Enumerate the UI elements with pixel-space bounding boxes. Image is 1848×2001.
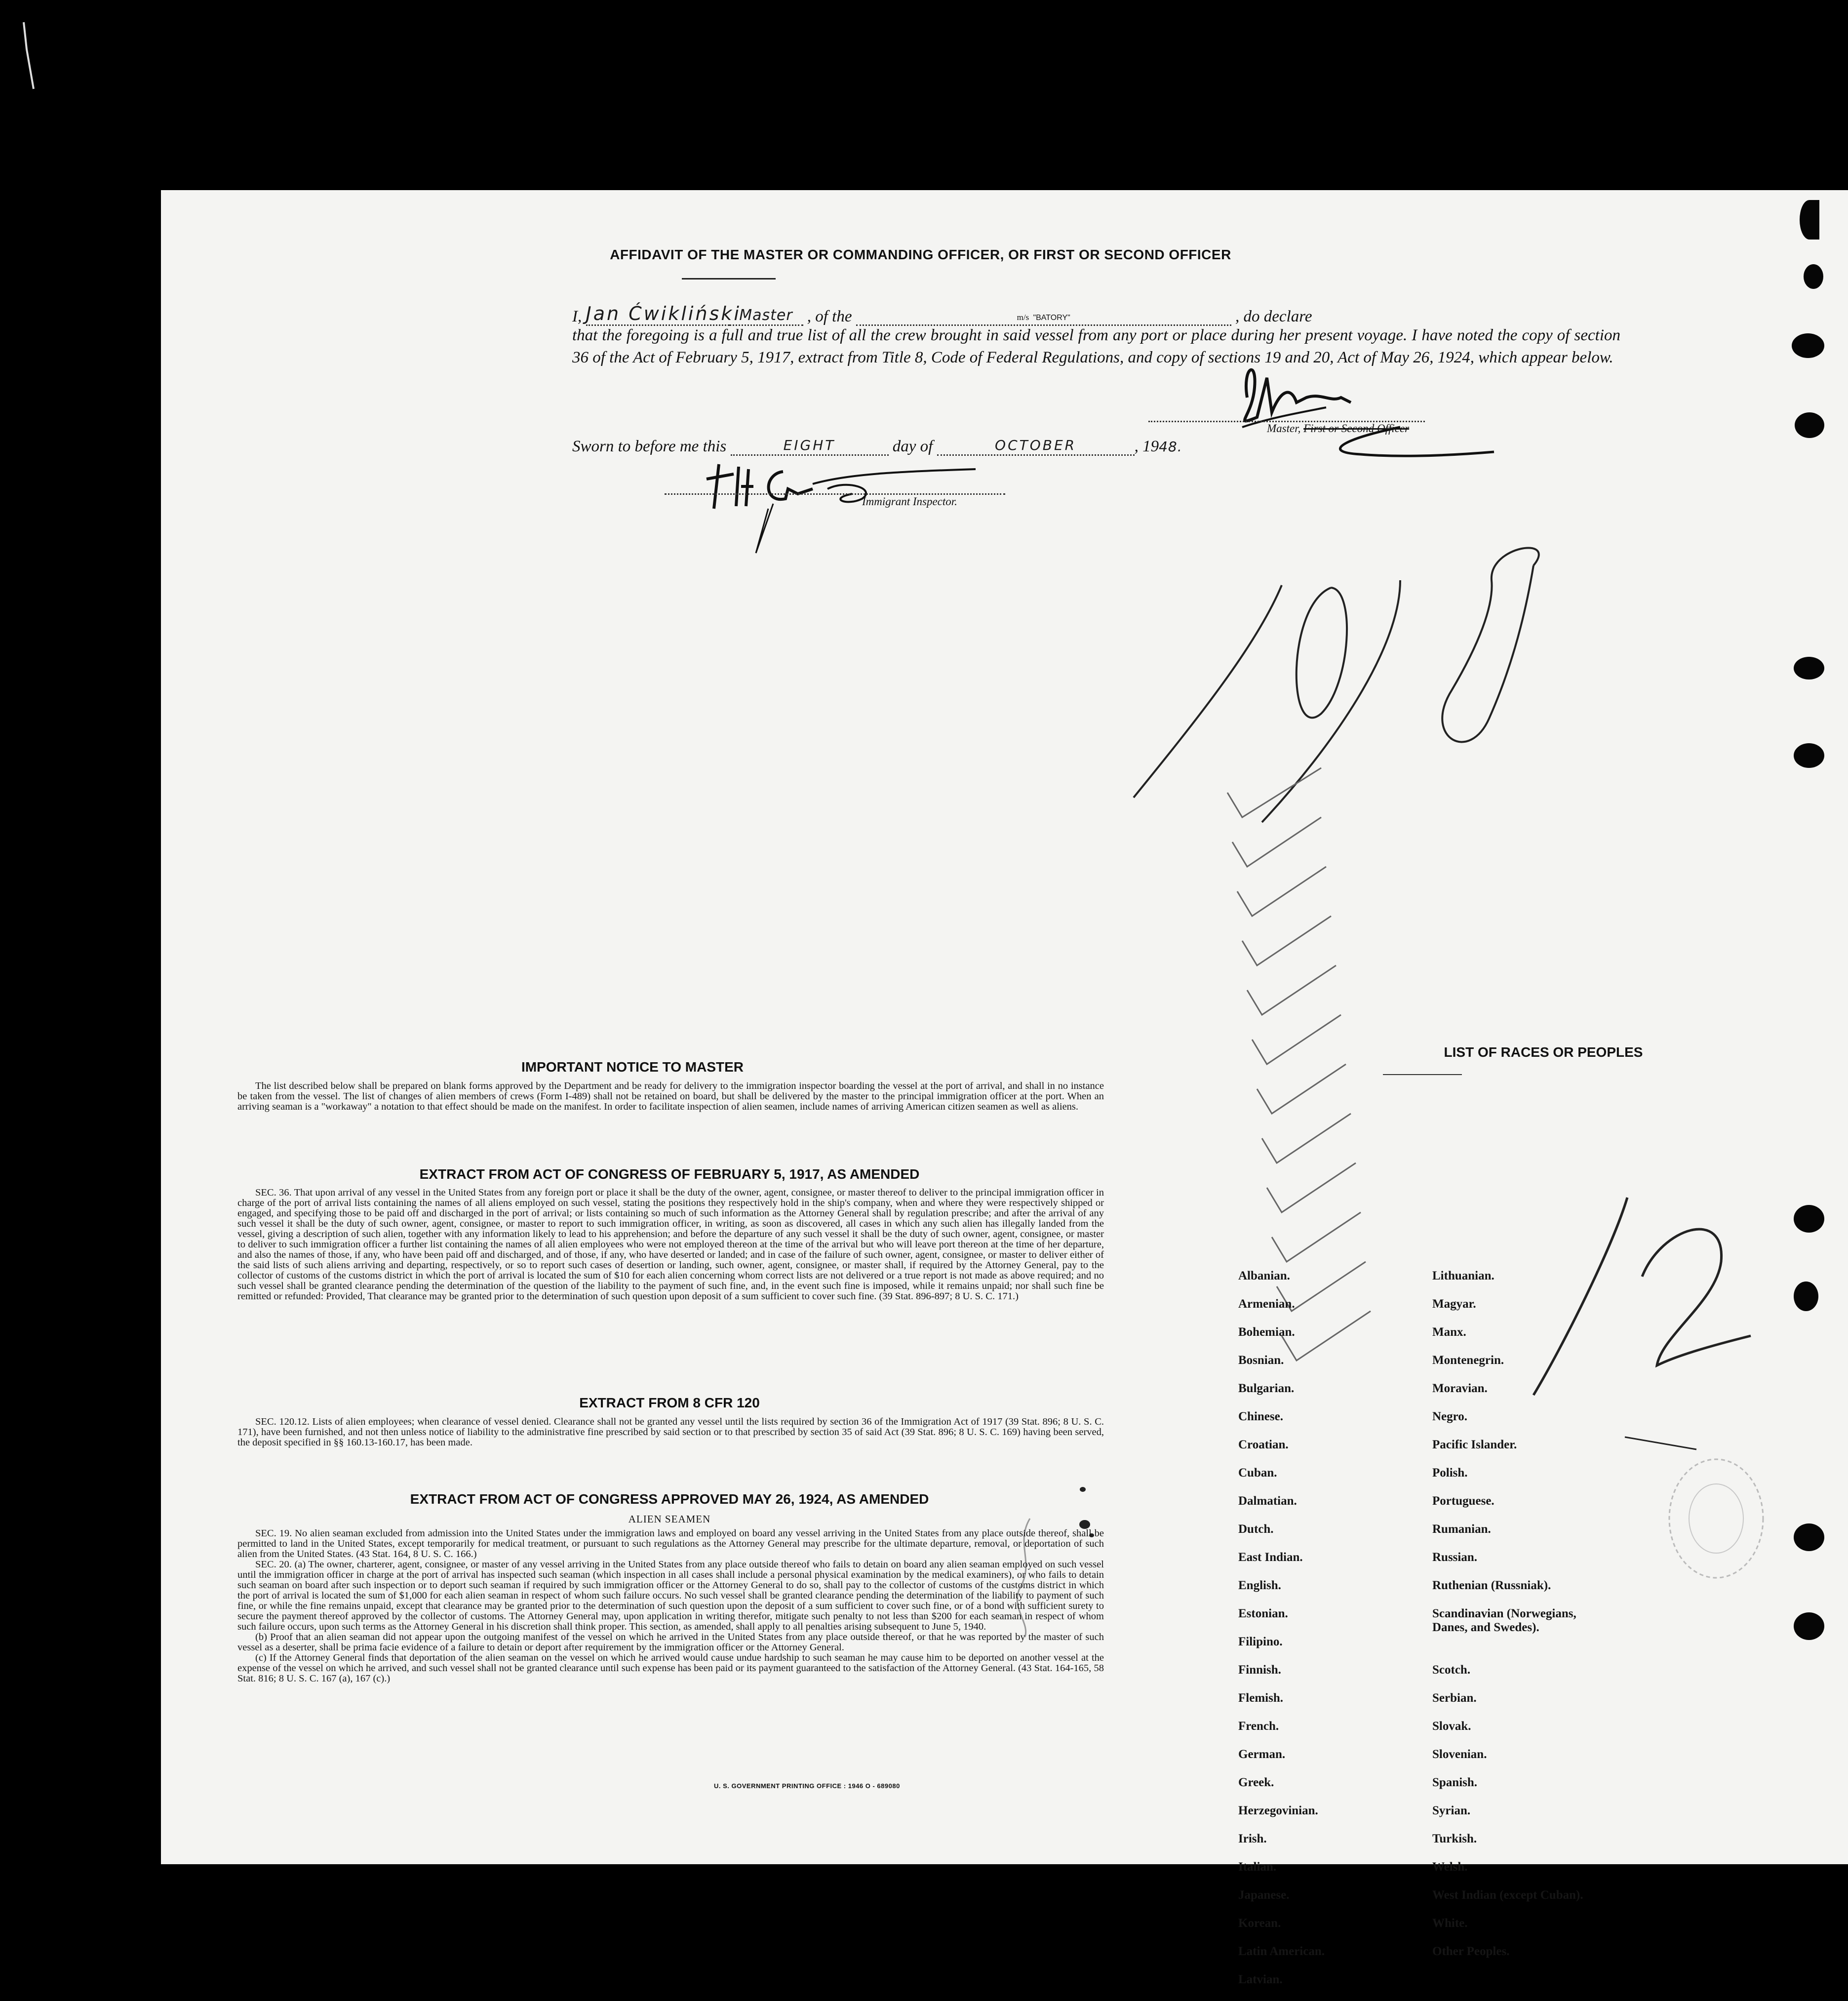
inspector-signature <box>699 459 976 558</box>
master-rank: Master <box>739 307 793 324</box>
races-right-list <box>1432 1269 1620 1973</box>
race-item: Italian. <box>1238 1860 1277 1874</box>
race-item: Lithuanian. <box>1432 1269 1494 1282</box>
race-item: Pacific Islander. <box>1432 1438 1517 1451</box>
punch-hole <box>1794 743 1824 768</box>
notice-paragraph: The list described below shall be prepared on blank forms approved by the Department and be ready for delivery to the immigration inspector boarding the vessel at the port of arrival, and shall in no instance be taken from the vessel. The list of changes of alien members of crews (Form I-489) shall not be retained on board, but shall be delivered by the master to the principal immigration officer at the port. When an arriving seaman is a "workaway" a notation to that effect should be made on the manifest. In order to facilitate inspection of alien seamen, include names of arriving American citizen seamen as well as aliens. <box>237 1081 1104 1112</box>
sec-20c-paragraph: (c) If the Attorney General finds that deportation of the alien seaman on the vessel on which he arrived would cause undue hardship to such seaman he may cause him to be deported on another vessel at the expense of the vessel on which he arrived, and such vessel shall not be granted clearance until such expense has been paid or its payment guaranteed to the satisfaction of the Attorney General. (43 Stat. 164-165, 58 Stat. 816; 8 U. S. C. 167 (a), 167 (c).) <box>237 1652 1104 1684</box>
do-declare-text: , do declare <box>1235 308 1312 325</box>
struck-officer-caption: First or Second Officer <box>1303 422 1410 435</box>
inspector-caption: Immigrant Inspector. <box>862 495 957 508</box>
race-item: Armenian. <box>1238 1297 1295 1311</box>
race-item: Bulgarian. <box>1238 1382 1295 1395</box>
race-item: Scotch. <box>1432 1663 1471 1677</box>
sworn-month-field <box>937 436 1135 456</box>
sworn-day-field <box>731 436 889 456</box>
race-item: Russian. <box>1432 1551 1478 1564</box>
extract-cfr-title: EXTRACT FROM 8 CFR 120 <box>579 1395 760 1410</box>
master-name-field <box>586 303 741 326</box>
race-item: Flemish. <box>1238 1691 1283 1705</box>
extract-cfr-text <box>237 1417 1104 1448</box>
sworn-month: OCTOBER <box>995 437 1077 453</box>
race-item: Herzegovinian. <box>1238 1804 1318 1817</box>
race-item: Finnish. <box>1238 1663 1281 1677</box>
inspector-line <box>665 493 1005 495</box>
punch-hole <box>1794 1205 1824 1233</box>
extract-1924-title: EXTRACT FROM ACT OF CONGRESS APPROVED MAY 26, 1924, AS AMENDED <box>410 1491 929 1507</box>
race-item: Croatian. <box>1238 1438 1289 1451</box>
race-item: Albanian. <box>1238 1269 1290 1282</box>
race-item: Negro. <box>1432 1410 1468 1423</box>
race-item: Filipino. <box>1238 1635 1283 1648</box>
races-tick <box>1622 1435 1701 1454</box>
race-item: White. <box>1432 1917 1468 1930</box>
race-item: Spanish. <box>1432 1776 1478 1789</box>
race-item: Cuban. <box>1238 1466 1277 1480</box>
race-item: Scandinavian (Norwegians, Danes, and Swedes). <box>1432 1607 1576 1634</box>
sec-19-paragraph: SEC. 19. No alien seaman excluded from admission into the United States under the immigration laws and employed on board any vessel arriving in the United States from any place outside thereof, shall be permitted to land in the United States, except temporarily for medical treatment, or pursuant to such regulations as the Attorney General may prescribe for the ultimate departure, removal, or deportation of such alien from the United States. (43 Stat. 164, 8 U. S. C. 166.) <box>237 1528 1104 1560</box>
race-item: Bohemian. <box>1238 1325 1295 1339</box>
race-item: Portuguese. <box>1432 1494 1494 1508</box>
vessel-prefix: m/s <box>1017 313 1029 322</box>
master-signature <box>1227 358 1504 457</box>
race-item: Montenegrin. <box>1432 1354 1504 1367</box>
sworn-prefix: Sworn to before me this <box>572 438 727 455</box>
vessel-field <box>856 306 1231 326</box>
sec-120-12-paragraph: SEC. 120.12. Lists of alien employees; when clearance of vessel denied. Clearance shall not be granted any vessel until the lists required by section 36 of the Immigration Act of 1917 (39 Stat. 896; 8 U. S. C. 171), have been furnished, and not then unless notice of liability to the administrative fine prescribed by said section or to that prescribed by section 35 of said Act (39 Stat. 896; 8 U. S. C. 169) having been served, the deposit specified in §§ 160.13-160.17, has been made. <box>237 1416 1104 1448</box>
race-item: Slovenian. <box>1432 1748 1487 1761</box>
race-item: Greek. <box>1238 1776 1274 1789</box>
race-item: Latvian. <box>1238 1973 1283 1986</box>
race-item: Polish. <box>1432 1466 1468 1480</box>
title-rule <box>682 278 776 280</box>
punch-hole <box>1800 200 1819 240</box>
sec-20b-paragraph: (b) Proof that an alien seaman did not appear upon the outgoing manifest of the vessel on which he arrived in the United States from any place outside thereof, or that he was reported by the master of such vessel as a deserter, shall be prima facie evidence of a failure to detain or deport after requirement by the immigration officer or the Attorney General. <box>237 1632 1104 1653</box>
vessel-name: "BATORY" <box>1033 314 1070 322</box>
race-item: English. <box>1238 1579 1281 1592</box>
race-item: Dutch. <box>1238 1522 1274 1536</box>
race-item: Manx. <box>1432 1325 1466 1339</box>
inspection-stamp <box>1667 1454 1766 1583</box>
sworn-line <box>572 436 1182 456</box>
year-prefix: , 19 <box>1134 438 1159 455</box>
punch-hole <box>1795 412 1824 438</box>
declaration-body: that the foregoing is a full and true list of all the crew brought in said vessel from any port or place during her present voyage. I have noted the copy of section 36 of the Act of February 5, 1917, extract from Title 8, Code of Federal Regulations, and copy of sections 19 and 20, Act of May 26, 1924, which appear below. <box>572 326 1620 366</box>
master-name: Jan Ćwikliński <box>586 303 741 324</box>
year-suffix: 48. <box>1159 439 1182 455</box>
punch-hole <box>1792 333 1824 358</box>
sworn-day: EIGHT <box>783 437 836 453</box>
race-item: East Indian. <box>1238 1551 1303 1564</box>
race-item: French. <box>1238 1720 1279 1733</box>
sec-20a-paragraph: SEC. 20. (a) The owner, charterer, agent, consignee, or master of any vessel arriving in the United States from any place outside thereof who fails to detain on board any alien seaman employed on such vessel until the immigration officer in charge at the port of arrival has inspected such seaman (which inspection in all cases shall include a personal physical examination by the medical examiners), or who fails to detain such seaman on board after such inspection or to deport such seaman if required by such immigration officer or the Attorney General to do so, shall pay to the collector of customs of the customs district in which the port of arrival is located the sum of $1,000 for each alien seaman in respect of whom such failure occurs. No such vessel shall be granted clearance pending the determination of the liability to payment of such fine, or while the fine remains unpaid, except that clearance may be granted prior to the determination of such question upon the deposit of a sum sufficient to cover such fine, or of a bond with sufficient surety to secure the payment thereof approved by the collector of customs. The Attorney General may, upon application in writing therefor, mitigate such penalty to not less than $200 for each seaman in respect of whom such failure occurs, upon such terms as the Attorney General in his discretion shall think proper. This section, as amended, shall apply to all penalties arising subsequent to June 5, 1940. <box>237 1559 1104 1632</box>
race-item: Syrian. <box>1432 1804 1471 1817</box>
day-of-text: day of <box>892 438 933 455</box>
master-rank-field <box>729 306 803 326</box>
notice-title: IMPORTANT NOTICE TO MASTER <box>521 1059 744 1075</box>
race-item: German. <box>1238 1748 1286 1761</box>
declaration-line <box>572 303 1312 326</box>
race-item: Rumanian. <box>1432 1522 1491 1536</box>
race-item: Welsh. <box>1432 1860 1468 1874</box>
race-item: Moravian. <box>1432 1382 1488 1395</box>
intro-text: I, <box>572 308 582 325</box>
race-item: Korean. <box>1238 1917 1281 1930</box>
races-left-list <box>1238 1269 1325 2001</box>
notice-text <box>237 1081 1104 1112</box>
printer-imprint: U. S. GOVERNMENT PRINTING OFFICE : 1946 O - 689080 <box>714 1782 900 1790</box>
punch-hole <box>1794 1612 1824 1640</box>
punch-hole <box>1794 657 1824 680</box>
film-edge-mark <box>20 20 39 94</box>
punch-hole <box>1794 1523 1824 1551</box>
document-page <box>161 190 1848 1986</box>
race-item: Estonian. <box>1238 1607 1288 1620</box>
race-item: Serbian. <box>1432 1691 1477 1705</box>
race-item: Irish. <box>1238 1832 1267 1845</box>
punch-hole <box>1804 264 1823 289</box>
extract-1924-text <box>237 1528 1104 1684</box>
race-item: Chinese. <box>1238 1410 1283 1423</box>
sec-36-paragraph: SEC. 36. That upon arrival of any vessel in the United States from any foreign port or place it shall be the duty of the owner, agent, consignee, or master thereof to deliver to the principal immigration officer in charge of the port of arrival lists containing the names of all aliens employed on such vessel, stating the positions they respectively hold in the ship's company, when and where they were respectively shipped or engaged, and specifying those to be paid off and discharged in the port of arrival; or lists containing so much of such information as the Attorney General shall by regulation prescribe; and after the arrival of any such vessel it shall be the duty of such owner, agent, consignee, or master to report to such immigration officer, in writing, as soon as discovered, all cases in which any such alien has illegally landed from the vessel, giving a description of such alien, together with any information likely to lead to his apprehension; and before the departure of any such vessel it shall be the duty of such owner, agent, consignee, or master to deliver to such immigration officer a further list containing the names of all alien employees who were not employed thereon at the time of the arrival but who will leave port thereon at the time of her departure, and also the names of those, if any, who have been paid off and discharged, and of those, if any, who have deserted or landed; and in case of the failure of such owner, agent, consignee, or master to deliver either of the said lists of such aliens arriving and departing, respectively, or so to report such cases of desertion or landing, such owner, agent, consignee, or master shall, if required by the Attorney General, pay to the collector of customs of the customs district in which the port of arrival is located the sum of $10 for each alien concerning whom correct lists are not delivered or a true report is not made as above required; and no such vessel shall be granted clearance pending the determination of the question of the liability to the payment of such fine, and, in the event such fine is imposed, while it remains unpaid; nor shall such fine be remitted or refunded: Provided, That clearance may be granted prior to the determination of such question upon deposit of a sum sufficient to cover such fine. (39 Stat. 896-897; 8 U. S. C. 171.) <box>237 1187 1104 1302</box>
affidavit-title: AFFIDAVIT OF THE MASTER OR COMMANDING OFFICER, OR FIRST OR SECOND OFFICER <box>610 247 1231 262</box>
race-item: Bosnian. <box>1238 1354 1284 1367</box>
of-the-text: , of the <box>807 308 852 325</box>
alien-seamen-subtitle: ALIEN SEAMEN <box>628 1513 711 1525</box>
race-item: Magyar. <box>1432 1297 1476 1311</box>
race-item: Latin American. <box>1238 1945 1325 1958</box>
race-item: Dalmatian. <box>1238 1494 1297 1508</box>
race-item <box>1432 1635 1620 1663</box>
race-item: Turkish. <box>1432 1832 1477 1845</box>
race-item: Slovak. <box>1432 1720 1471 1733</box>
officer-caption <box>1267 422 1409 435</box>
race-item: Other Peoples. <box>1432 1945 1510 1958</box>
races-title: LIST OF RACES OR PEOPLES <box>1444 1044 1643 1060</box>
master-caption: Master, <box>1267 422 1304 435</box>
race-item: Ruthenian (Russniak). <box>1432 1579 1551 1592</box>
race-item: Japanese. <box>1238 1888 1290 1902</box>
race-item: West Indian (except Cuban). <box>1432 1888 1583 1902</box>
races-rule <box>1383 1074 1462 1075</box>
extract-1917-text <box>237 1188 1104 1302</box>
extract-1917-title: EXTRACT FROM ACT OF CONGRESS OF FEBRUARY 5, 1917, AS AMENDED <box>419 1166 920 1182</box>
punch-hole <box>1794 1281 1818 1311</box>
